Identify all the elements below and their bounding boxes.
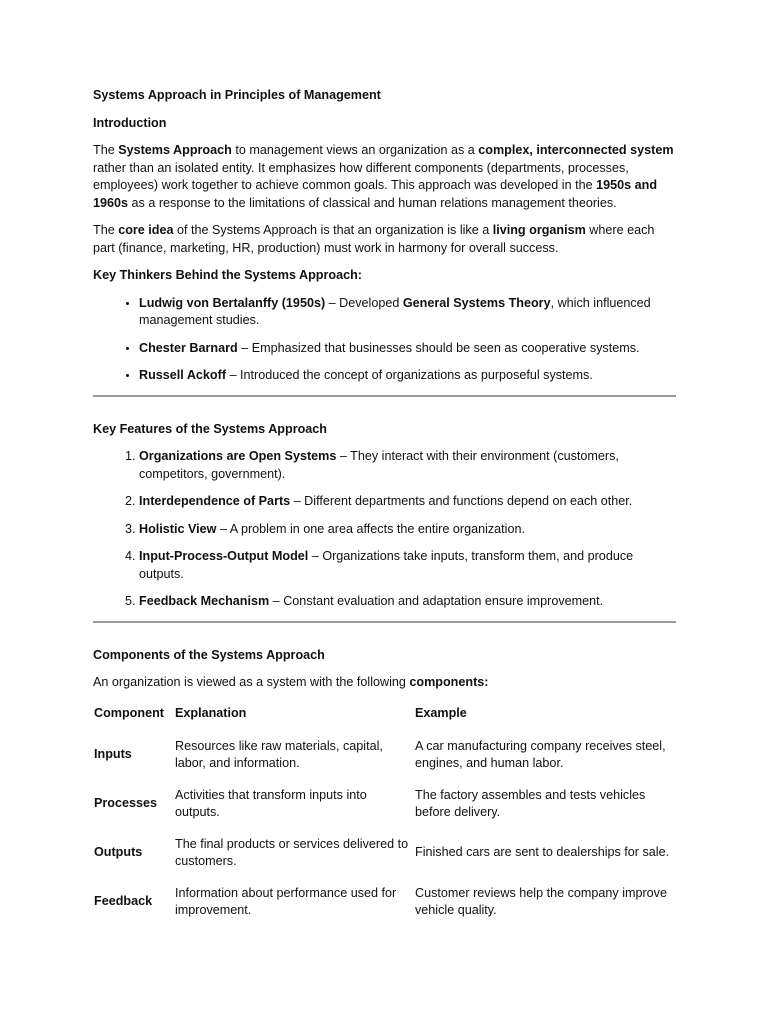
text-run: – Constant evaluation and adaptation ensure improvement. — [269, 594, 604, 608]
example-cell: A car manufacturing company receives steel, engines, and human labor. — [415, 738, 666, 770]
bold-text: Input-Process-Output Model — [139, 549, 309, 563]
key-features-heading: Key Features of the Systems Approach — [93, 421, 327, 436]
bold-text: living organism — [492, 223, 586, 237]
list-item — [139, 367, 676, 385]
text-run: The — [93, 223, 119, 237]
component-cell: Processes — [94, 796, 158, 811]
bold-text: core idea — [118, 223, 174, 237]
text-run: – They interact with their environment (customers, competitors, government). — [139, 449, 619, 481]
key-thinkers-list — [93, 295, 676, 385]
components-heading: Components of the Systems Approach — [93, 647, 325, 662]
column-header-component: Component — [94, 705, 164, 720]
document-content — [93, 87, 676, 928]
component-cell: Feedback — [94, 894, 153, 909]
list-item — [139, 548, 676, 583]
table-row — [93, 879, 676, 928]
text-run: – Emphasized that businesses should be seen as cooperative systems. — [237, 340, 640, 355]
column-header-example: Example — [415, 705, 467, 720]
list-item — [139, 593, 676, 611]
text-run: – Different departments and functions depend on each other. — [290, 494, 633, 508]
example-cell: The factory assembles and tests vehicles before delivery. — [415, 787, 646, 819]
text-run: An organization is viewed as a system with the following — [93, 675, 410, 689]
introduction-heading: Introduction — [93, 115, 167, 130]
explanation-cell: Resources like raw materials, capital, labor, and information. — [175, 738, 383, 770]
table-row — [93, 732, 676, 781]
key-thinkers-heading: Key Thinkers Behind the Systems Approach: — [93, 268, 362, 282]
document-title: Systems Approach in Principles of Management — [93, 88, 381, 102]
table-row — [93, 781, 676, 830]
example-cell: Finished cars are sent to dealerships for sale. — [415, 845, 670, 860]
bold-text: Russell Ackoff — [139, 368, 227, 382]
bold-text: General Systems Theory — [402, 295, 551, 310]
bold-text: components: — [409, 675, 489, 689]
component-cell: Inputs — [94, 747, 132, 762]
example-cell: Customer reviews help the company improve vehicle quality. — [415, 885, 667, 917]
text-run: rather than an isolated entity. It emphasizes how different components (departments, processes, employees) work together to achieve common goals. This approach was developed in the — [93, 160, 629, 192]
components-table — [93, 702, 676, 929]
list-item — [139, 448, 676, 483]
text-run: – Developed — [325, 295, 403, 310]
text-run: , which influenced management studies. — [139, 295, 651, 327]
bold-text: Feedback Mechanism — [139, 594, 270, 608]
components-intro — [93, 674, 676, 692]
list-item — [139, 295, 676, 330]
introduction-paragraph-1 — [93, 142, 676, 212]
text-run: of the Systems Approach is that an organization is like a — [173, 223, 493, 237]
introduction-paragraph-2 — [93, 222, 676, 257]
key-features-list — [93, 448, 676, 611]
bold-text: Chester Barnard — [139, 340, 238, 355]
table-row — [93, 830, 676, 879]
bold-text: 1950s and 1960s — [93, 178, 658, 210]
column-header-explanation: Explanation — [175, 705, 247, 720]
bold-text: complex, interconnected system — [478, 143, 674, 157]
explanation-cell: Activities that transform inputs into outputs. — [175, 787, 367, 819]
text-run: – Organizations take inputs, transform them, and produce outputs. — [139, 549, 634, 581]
component-cell: Outputs — [94, 845, 143, 860]
bold-text: Organizations are Open Systems — [139, 449, 337, 463]
text-run: – A problem in one area affects the entire organization. — [216, 521, 525, 536]
text-run: – Introduced the concept of organizations as purposeful systems. — [226, 368, 593, 382]
text-run: The — [93, 143, 119, 157]
text-run: as a response to the limitations of classical and human relations management theories. — [128, 195, 617, 210]
bold-text: Systems Approach — [118, 143, 232, 157]
bold-text: Holistic View — [139, 521, 217, 536]
table-header-row — [93, 702, 676, 733]
list-item — [139, 493, 676, 511]
bold-text: Interdependence of Parts — [139, 494, 291, 508]
list-item — [139, 340, 676, 358]
text-run: to management views an organization as a — [231, 143, 479, 157]
text-run: where each part (finance, marketing, HR, production) must work in harmony for overall success. — [93, 223, 655, 255]
list-item — [139, 521, 676, 539]
explanation-cell: Information about performance used for improvement. — [175, 885, 397, 917]
explanation-cell: The final products or services delivered to customers. — [175, 836, 409, 868]
bold-text: Ludwig von Bertalanffy (1950s) — [139, 295, 326, 310]
